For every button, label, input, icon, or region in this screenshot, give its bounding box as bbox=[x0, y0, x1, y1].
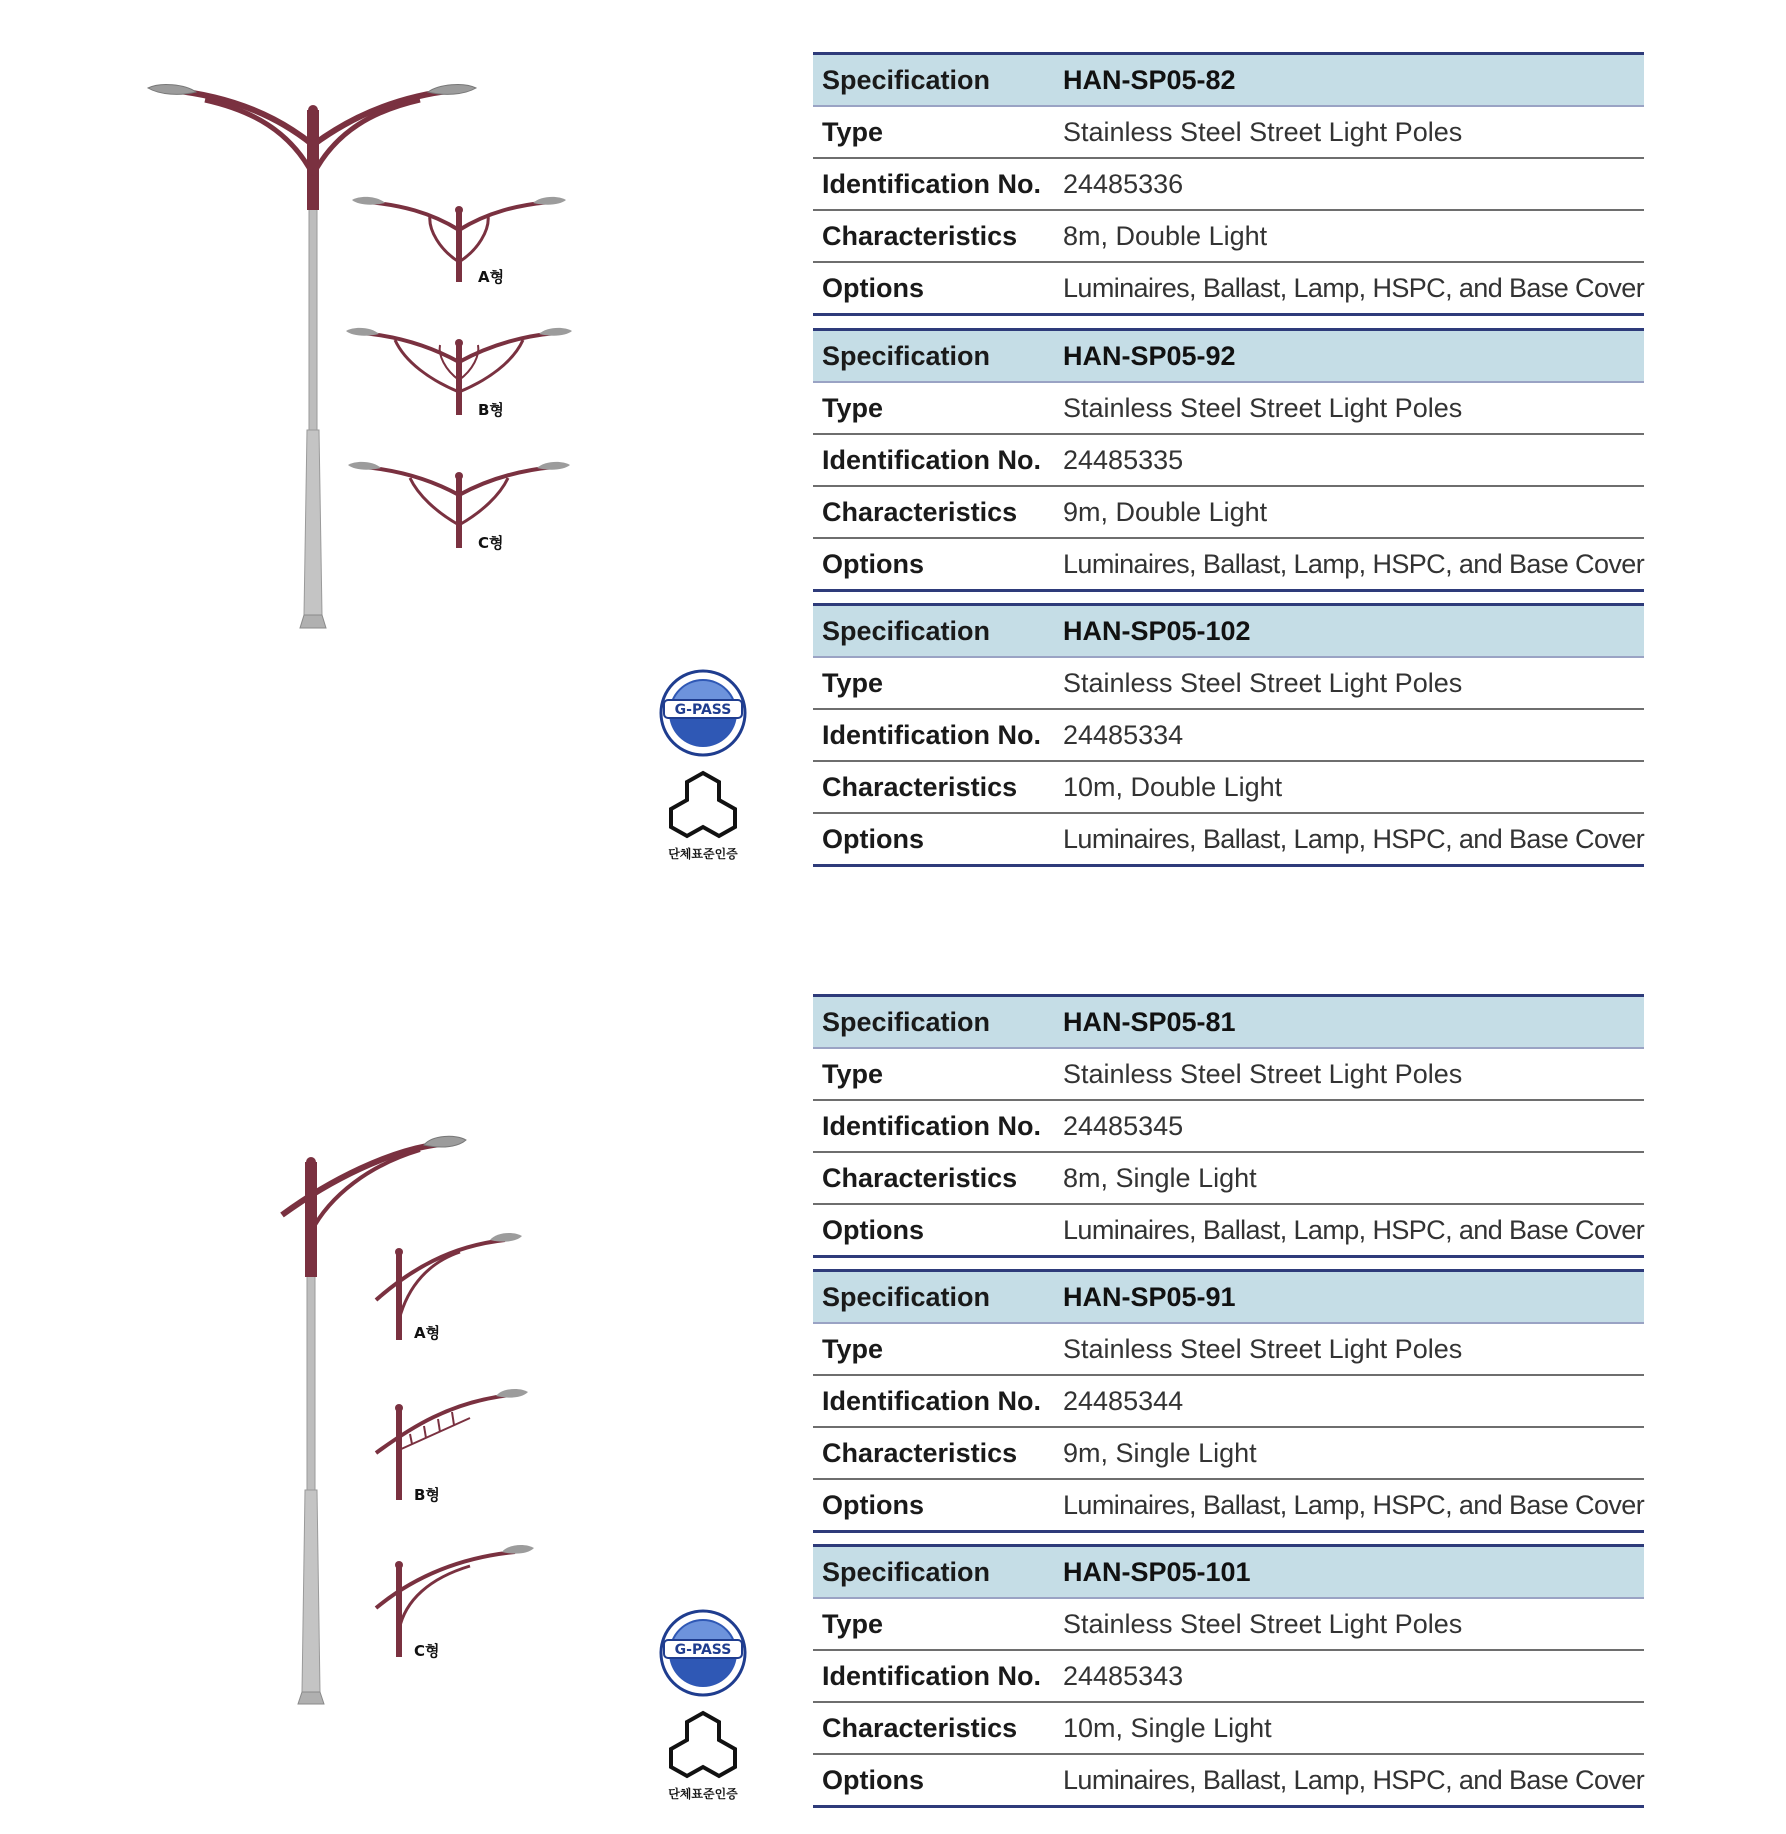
char-value: 8m, Single Light bbox=[1041, 1153, 1644, 1205]
id-value: 24485334 bbox=[1041, 710, 1644, 762]
double-variant-c-label: C형 bbox=[478, 534, 504, 552]
opt-label: Options bbox=[813, 1755, 1041, 1808]
id-row bbox=[813, 1101, 1644, 1153]
id-label: Identification No. bbox=[813, 159, 1041, 211]
spec-label: Specification bbox=[813, 1269, 1041, 1324]
gpass-logo-text: G-PASS bbox=[674, 1642, 732, 1658]
opt-row bbox=[813, 1480, 1644, 1533]
spec-label: Specification bbox=[813, 52, 1041, 107]
spec-value: HAN-SP05-92 bbox=[1041, 328, 1644, 383]
spec-label: Specification bbox=[813, 994, 1041, 1049]
double-variant-a-diagram bbox=[352, 197, 566, 286]
spec-row bbox=[813, 1544, 1644, 1599]
char-row bbox=[813, 1703, 1644, 1755]
id-row bbox=[813, 1651, 1644, 1703]
opt-label: Options bbox=[813, 263, 1041, 316]
spec-table-double-light bbox=[813, 52, 1644, 316]
double-variant-c-diagram bbox=[348, 462, 570, 552]
char-label: Characteristics bbox=[813, 1153, 1041, 1205]
char-row bbox=[813, 1153, 1644, 1205]
spec-value: HAN-SP05-82 bbox=[1041, 52, 1644, 107]
id-label: Identification No. bbox=[813, 1101, 1041, 1153]
group-standard-label: 단체표준인증 bbox=[668, 847, 738, 861]
type-row bbox=[813, 658, 1644, 710]
single-variant-b-label: B형 bbox=[414, 1486, 440, 1504]
opt-value: Luminaires, Ballast, Lamp, HSPC, and Base Cover bbox=[1041, 539, 1644, 592]
spec-table-single-light bbox=[813, 1544, 1644, 1808]
type-value: Stainless Steel Street Light Poles bbox=[1041, 1599, 1644, 1651]
type-value: Stainless Steel Street Light Poles bbox=[1041, 383, 1644, 435]
char-label: Characteristics bbox=[813, 487, 1041, 539]
opt-value: Luminaires, Ballast, Lamp, HSPC, and Base Cover bbox=[1041, 1480, 1644, 1533]
type-value: Stainless Steel Street Light Poles bbox=[1041, 107, 1644, 159]
char-label: Characteristics bbox=[813, 211, 1041, 263]
group-standard-logo bbox=[668, 1713, 738, 1801]
char-label: Characteristics bbox=[813, 1703, 1041, 1755]
opt-value: Luminaires, Ballast, Lamp, HSPC, and Base Cover bbox=[1041, 814, 1644, 867]
single-light-pole-illustration bbox=[0, 940, 760, 1834]
char-row bbox=[813, 211, 1644, 263]
spec-label: Specification bbox=[813, 328, 1041, 383]
spec-table-single-light bbox=[813, 1269, 1644, 1533]
opt-label: Options bbox=[813, 1205, 1041, 1258]
spec-table-double-light bbox=[813, 603, 1644, 867]
spec-label: Specification bbox=[813, 1544, 1041, 1599]
char-value: 8m, Double Light bbox=[1041, 211, 1644, 263]
gpass-logo bbox=[661, 1611, 745, 1695]
char-value: 10m, Single Light bbox=[1041, 1703, 1644, 1755]
spec-value: HAN-SP05-101 bbox=[1041, 1544, 1644, 1599]
opt-label: Options bbox=[813, 1480, 1041, 1533]
id-row bbox=[813, 1376, 1644, 1428]
opt-label: Options bbox=[813, 539, 1041, 592]
type-label: Type bbox=[813, 383, 1041, 435]
id-label: Identification No. bbox=[813, 435, 1041, 487]
spec-table-double-light bbox=[813, 328, 1644, 592]
spec-row bbox=[813, 328, 1644, 383]
char-row bbox=[813, 487, 1644, 539]
type-row bbox=[813, 107, 1644, 159]
type-value: Stainless Steel Street Light Poles bbox=[1041, 658, 1644, 710]
opt-value: Luminaires, Ballast, Lamp, HSPC, and Base Cover bbox=[1041, 1755, 1644, 1808]
id-value: 24485345 bbox=[1041, 1101, 1644, 1153]
spec-value: HAN-SP05-81 bbox=[1041, 994, 1644, 1049]
char-label: Characteristics bbox=[813, 762, 1041, 814]
id-row bbox=[813, 159, 1644, 211]
double-variant-a-label: A형 bbox=[478, 268, 505, 286]
gpass-logo bbox=[661, 671, 745, 755]
id-value: 24485336 bbox=[1041, 159, 1644, 211]
double-variant-b-diagram bbox=[346, 328, 572, 419]
opt-label: Options bbox=[813, 814, 1041, 867]
type-label: Type bbox=[813, 1049, 1041, 1101]
char-value: 9m, Single Light bbox=[1041, 1428, 1644, 1480]
group-standard-label: 단체표준인증 bbox=[668, 1787, 738, 1801]
single-variant-b-diagram bbox=[376, 1389, 528, 1504]
double-light-pole-illustration bbox=[0, 0, 760, 900]
id-row bbox=[813, 435, 1644, 487]
opt-row bbox=[813, 1205, 1644, 1258]
type-row bbox=[813, 1324, 1644, 1376]
id-value: 24485335 bbox=[1041, 435, 1644, 487]
char-label: Characteristics bbox=[813, 1428, 1041, 1480]
spec-row bbox=[813, 1269, 1644, 1324]
double-variant-b-label: B형 bbox=[478, 401, 504, 419]
opt-row bbox=[813, 814, 1644, 867]
single-light-section bbox=[0, 940, 1786, 1834]
opt-row bbox=[813, 1755, 1644, 1808]
id-row bbox=[813, 710, 1644, 762]
id-value: 24485343 bbox=[1041, 1651, 1644, 1703]
char-value: 9m, Double Light bbox=[1041, 487, 1644, 539]
group-standard-logo bbox=[668, 773, 738, 861]
spec-label: Specification bbox=[813, 603, 1041, 658]
type-row bbox=[813, 1049, 1644, 1101]
spec-value: HAN-SP05-91 bbox=[1041, 1269, 1644, 1324]
opt-value: Luminaires, Ballast, Lamp, HSPC, and Base Cover bbox=[1041, 263, 1644, 316]
double-pole-main bbox=[148, 85, 476, 628]
spec-value: HAN-SP05-102 bbox=[1041, 603, 1644, 658]
opt-row bbox=[813, 539, 1644, 592]
single-variant-c-label: C형 bbox=[414, 1642, 440, 1660]
char-value: 10m, Double Light bbox=[1041, 762, 1644, 814]
type-row bbox=[813, 383, 1644, 435]
type-label: Type bbox=[813, 658, 1041, 710]
id-label: Identification No. bbox=[813, 710, 1041, 762]
char-row bbox=[813, 1428, 1644, 1480]
single-variant-a-diagram bbox=[376, 1233, 522, 1342]
type-value: Stainless Steel Street Light Poles bbox=[1041, 1324, 1644, 1376]
type-row bbox=[813, 1599, 1644, 1651]
spec-row bbox=[813, 994, 1644, 1049]
double-light-section bbox=[0, 0, 1786, 900]
type-label: Type bbox=[813, 1324, 1041, 1376]
id-value: 24485344 bbox=[1041, 1376, 1644, 1428]
single-variant-c-diagram bbox=[376, 1545, 534, 1660]
type-label: Type bbox=[813, 107, 1041, 159]
spec-table-single-light bbox=[813, 994, 1644, 1258]
type-label: Type bbox=[813, 1599, 1041, 1651]
id-label: Identification No. bbox=[813, 1376, 1041, 1428]
type-value: Stainless Steel Street Light Poles bbox=[1041, 1049, 1644, 1101]
id-label: Identification No. bbox=[813, 1651, 1041, 1703]
spec-row bbox=[813, 603, 1644, 658]
gpass-logo-text: G-PASS bbox=[674, 702, 732, 718]
opt-value: Luminaires, Ballast, Lamp, HSPC, and Base Cover bbox=[1041, 1205, 1644, 1258]
spec-row bbox=[813, 52, 1644, 107]
opt-row bbox=[813, 263, 1644, 316]
char-row bbox=[813, 762, 1644, 814]
single-variant-a-label: A형 bbox=[414, 1324, 441, 1342]
